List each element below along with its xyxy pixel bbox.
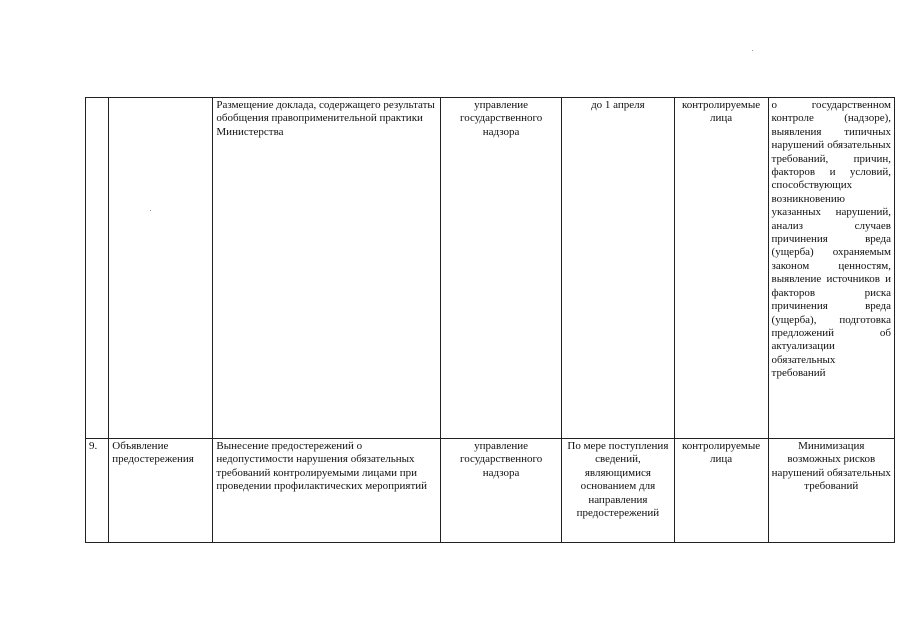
result-cell: о государственном контроле (надзоре), выявления типичных нарушений обязательных требований, причин, факторов и условий, способствующих возникновению указанных нарушений, анализ случаев причинения вреда (ущерба) охраняемым законом ценностям, выявление источников и факторов риска причинения вреда (ущерба), подготовка предложений об актуализации обязательных требований bbox=[768, 98, 894, 439]
responsible-cell: управление государственного надзора bbox=[440, 98, 561, 439]
target-cell: контролируемые лица bbox=[674, 439, 768, 543]
responsible-cell: управление государственного надзора bbox=[440, 439, 561, 543]
result-cell: Минимизация возможных рисков нарушений обязательных требований bbox=[768, 439, 894, 543]
table-row bbox=[86, 439, 895, 543]
row-number-cell bbox=[86, 98, 109, 439]
target-cell: контролируемые лица bbox=[674, 98, 768, 439]
deadline-cell: до 1 апреля bbox=[562, 98, 674, 439]
row-number-cell: 9. bbox=[86, 439, 109, 543]
scan-speck bbox=[752, 50, 753, 51]
deadline-cell: По мере поступления сведений, являющимися основанием для направления предостережений bbox=[562, 439, 674, 543]
plan-table bbox=[85, 97, 895, 543]
measure-name-cell: Объявление предостережения bbox=[109, 439, 213, 543]
measure-content-cell: Размещение доклада, содержащего результаты обобщения правоприменительной практики Министерства bbox=[213, 98, 441, 439]
measure-content-cell: Вынесение предостережений о недопустимости нарушения обязательных требований контролируемыми лицами при проведении профилактических мероприятий bbox=[213, 439, 441, 543]
measure-name-cell bbox=[109, 98, 213, 439]
table-row bbox=[86, 98, 895, 439]
